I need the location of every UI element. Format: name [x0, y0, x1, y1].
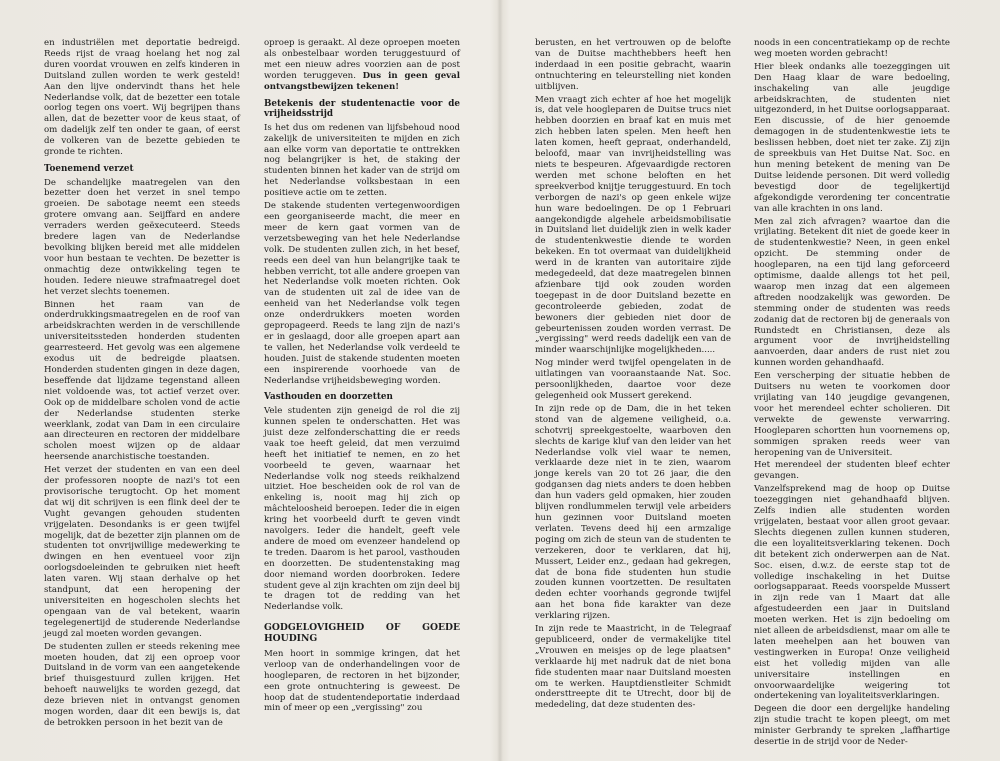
paragraph: en industriëlen met deportatie bedreigd. Reeds rijst de vraag hoelang het nog zal duren voordat vrouwen en zelfs kinderen in Duitsland zullen worden te werk gesteld! Aan den lijve ondervindt thans het hele Nederlandse volk, dat de bezetter een totale oorlog tegen ons voert. Wij begrijpen thans allen, dat de bezetter voor de keus staat, of om dadelijk zelf ten onder te gaan, of eerst de volkeren van de bezette gebieden te gronde te richten.	[44, 38, 240, 158]
paragraph: Binnen het raam van de onderdrukkingsmaatregelen en de roof van arbeidskrachten werden in de verschillende universiteitssteden honderden studenten gearresteerd. Het gevolg was een algemene exodus uit de bedreigde plaatsen. Honderden studenten gingen in deze dagen, beseffende dat lijdzame tegenstand alleen niet voldoende was, tot actief verzet over. Ook op de middelbare scholen vond de actie der Nederlandse studenten sterke weerklank, zodat van Dam in een circulaire aan directeuren en rectoren der middelbare scholen moest wijzen op de aldaar heersende anarchistische toestanden.	[44, 299, 240, 463]
paragraph: berusten, en het vertrouwen op de belofte van de Duitse machthebbers heeft hen inderdaad in een positie gebracht, waarin ontnuchtering en teleurstelling niet konden uitblijven.	[535, 38, 731, 92]
paragraph: Een verscherping der situatie hebben de Duitsers nu weten te voorkomen door vrijlating van 140 jeugdige gevangenen, voor het merendeel echter scholieren. Dit verwekte de gewenste verwarring. Hooglераren schortten hun voornemens op, sommigen spraken reeds weer van heropening van de Universiteit.	[754, 371, 950, 458]
paragraph: Men hoort in sommige kringen, dat het verloop van de onderhandelingen voor de hooglераren, de rectoren in het bijzonder, een grote ontnuchtering is geweest. De hoop dat de studentendeportatie inderdaad min of meer op een „vergissing" zou	[264, 648, 460, 714]
paragraph: Vanzelfsprekend mag de hoop op Duitse toezeggingen niet gehandhaafd blijven. Zelfs indien alle studenten worden vrijgelaten, bestaat voor allen groot gevaar. Slechts diegenen zullen kunnen studeren, die een loyaliteitsverklaring tekenen. Doch dit betekent zich onderwerpen aan de Nat. Soc. eisen, d.w.z. de eerste stap tot de volledige inschakeling in het Duitse oorlogsapparaat. Reeds voorspelde Mussert in zijn rede van 1 Maart dat alle afgestudeerden een jaar in Duitsland moeten werken. Het is zijn bedoeling om niet alleen de arbeidsdienst, maar om alle te laten meehelpen aan het bouwen van vestingwerken in Europa! Onze veiligheid eist het volledig mijden van alle universitaire instellingen en onvoorwaardelijke weigering tot ondertekening van loyaliteitsverklaringen.	[754, 484, 950, 702]
text-column-3	[535, 38, 731, 728]
paragraph: In zijn rede op de Dam, die in het teken stond van de algemene veiligheid, o.a. schotvrij spreekgestoelte, waarboven den slechts de karige kluf van den leider van het Nederlandse volk viel waar te nemen, verklaarde deze niet in te zien, waarom jonge kerels van 20 tot 26 jaar, die den godganзen dag niets anders te doen hebben dan hun vaders geld opmaken, hier zouden blijven rondlummelen terwijl vele arbeiders hun gezinnen voor Duitsland moeten verlaten. Tevens deed hij een armzalige poging om zich de steun van de studenten te verzekeren, door te verklaren, dat hij, Mussert, Leider enz., gedaan had gekregen, dat de bona fide studenten hun studie zouden kunnen voortzetten. De resultaten deden echter voorhands gegronde twijfel aan het bona fide karakter van deze verklaring rijzen.	[535, 403, 731, 622]
bold-warning: Dus in geen geval ontvangstbewijzen tekenen!	[264, 70, 460, 92]
paragraph-text: oproep is geraakt. Al deze oproepen moeten als onbestelbaar worden teruggestuurd of met een nieuw adres voorzien aan de post worden teruggeven.	[264, 38, 460, 81]
paragraph: Is het dus om redenen van lijfsbehoud nood zakelijk de universiteiten te mijden en zich aan elke vorm van deportatie te onttrekken nog belangrijker is het, de staking der studenten binnen het kader van de strijd om het Nederlandse volksbestaan in een positieve actie om te zetten.	[264, 122, 460, 199]
section-heading: Betekenis der studentenactie voor de vrijheidsstrijd	[264, 98, 460, 120]
paragraph: Het merendeel der studenten bleef echter gevangen.	[754, 460, 950, 482]
paragraph: Het verzet der studenten en van een deel der professoren noopte de nazi's tot een provisorische terugtocht. Op het moment dat wij dit schrijven is een flink deel der te Vught gevangen gehouden studenten vrijgelaten. Desondanks is er geen twijfel mogelijk, dat de bezetter zijn plannen om de studenten tot onvrijwillige medewerking te dwingen en hen eventueel voor zijn oorlogsdoeleinden te gebruiken niet heeft laten varen. Wij staan derhalve op het standpunt, dat een heropening der universiteiten en hogescholen slechts het opengaan van de val betekent, waarin tegelegenertijd de studerende Nederlandse jeugd zal moeten worden gevangen.	[44, 465, 240, 639]
paragraph: De studenten zullen er steeds rekening mee moeten houden, dat zij een oproep voor Duitsland in de vorm van een aangetekende brief thuisgestuurd zullen krijgen. Het behoeft nauwelijks te worden gezegd, dat deze brieven niet in ontvangst genomen mogen worden, daar dit een bewijs is, dat de betrokken persoon in het bezit van de	[44, 641, 240, 728]
paragraph: Men vraagt zich echter af hoe het mogelijk is, dat vele hooglераren de Duitse trucs niet hebben doorzien en braaf kat en muis met zich hebben laten spelen. Men heeft hen laten komen, heeft gepraat, onderhandeld, beloofd, maar van invrijheidstelling was niets te bespeuren. Afgevaardigde rectoren werden met schone beloften en het spreekverbod knijtje teruggestuurd. En toch verborgen de nazi's op geen enkele wijze hun ware bedoelingen. De op 1 Februari aangekondigde algehele arbeidsmobilisatie in Duitsland liet duidelijk zien in welk kader de studentenkwestie diende te worden bekeken. En tot overmaat van duidelijkheid werd in de kranten van autoritaire zijde medegedeeld, dat deze maatregelen binnen afzienbare tijd ook zouden worden toegepast in de door Duitsland bezette en gecontroleerde gebieden, zodat de bewoners dier gebieden niet door de gebeurtenissen zouden worden verrast. De „vergissing" werd reeds dadelijk een van de minder waarschijnlijke mogelijkheden.....	[535, 94, 731, 356]
page-fold	[497, 0, 503, 761]
paragraph: noods in een concentratiekamp op de rechte weg moeten worden gebracht!	[754, 38, 950, 59]
section-heading: Vasthouden en doorzetten	[264, 392, 393, 403]
paragraph	[264, 38, 460, 93]
paragraph: Vele studenten zijn geneigd de rol die zij kunnen spelen te onderschatten. Het was juist deze zelfonderschatting die er reeds vaak toe heeft geleid, dat men verzuimd heeft het initiatief te nemen, en zo het voorbeeld te geven, waarnaar het Nederlandse volk nog steeds reikhalzend uitziet. Hoe bescheiden ook de rol van de enkeling is, nooit mag hij zich op mâchteloosheid beroepen. Ieder die in eigen kring het voorbeeld durft te geven vindt navolgers. Ieder die handelt, geeft vele andere de moed om evenzeer handelend op te treden. Daarom is het parool, vasthouden en doorzetten. De studentenstaking mag door niemand worden doorbroken. Iedere student geve al zijn krachten om zijn deel bij te dragen tot de redding van het Nederlandse volk.	[264, 406, 460, 613]
paragraph: Hier bleek ondanks alle toezeggingen uit Den Haag klaar de ware bedoeling, inschakeling van alle jeugdige arbeidskrachten, de studenten niet uitgezonderd, in het Duitse oorlogsapparaat. Een discussie, of de hier genoemde demagogen in de studentenkwestie iets te beslissen hebben, doet niet ter zake. Zij zijn de spreekbuis van Het Duitse Nat. Soc. en hun mening betekent de mening van De Duitse leidende personen. Dit werd volledig bevestigd door de tegelijkertijd afgekondigde verordening ter concentratie van alle krachten in ons land.	[754, 61, 950, 214]
major-heading: GODGELOVIGHEID OF GOEDE HOUDING	[264, 622, 460, 645]
paragraph: Degeen die door een dergelijke handeling zijn studie tracht te kopen pleegt, om met minister Gerbrandy te spreken „laffhartige desertie in de strijd voor de Neder-	[754, 704, 950, 748]
paragraph: Men zal zich afvragen? waartoe dan die vrijlating. Betekent dit niet de goede keer in de studentenkwestie? Neen, in geen enkel opzicht. De stemming onder de hooglераren, na een tijd lang geforceerd optimisme, daalde allengs tot het peil, waarop men inzag dat een algemeen aftreden noodzakelijk was geworden. De stemming onder de studenten was reeds zodanig dat de rectoren bij de generaals von Rundstedt en Christiansen, deze als argument voor de invrijheidstelling aanvoerden, daar anders de rust niet zou kunnen worden gehandhaafd.	[754, 216, 950, 369]
text-column-4	[754, 38, 950, 748]
paragraph: Nog minder werd twijfel opengelaten in de uitlatingen van vooraanstaande Nat. Soc. persoonlijkheden, daartoe voor deze gelegenheid ook Mussert gerekend.	[535, 358, 731, 401]
text-column-2	[264, 38, 460, 728]
paragraph: De stakende studenten vertegenwoordigen een georganiseerde macht, die meer en meer de kern gaat vormen van de verzetsbeweging van het hele Nederlandse volk. De studenten zullen zich, in het besef, reeds een deel van hun belangrijke taak te hebben verricht, tot alle andere groepen van het Nederlandse volk moeten richten. Ook van de studenten uit zal de idee van de eenheid van het Nederlandse volk tegen onze onderdrukkers moeten worden gepropageerd. Reeds te lang zijn de nazi's er in geslaagd, door alle groepen apart aan te vallen, het Nederlandse volk verdeeld te houden. Juist de stakende studenten moeten een inspirerende voorhoede van de Nederlandse vrijheidsbeweging worden.	[264, 201, 460, 386]
text-column-1	[44, 38, 240, 728]
paragraph: De schandelijke maatregelen van den bezetter doen het verzet in snel tempo groeien. De sabotage neemt een steeds grotere omvang aan. Seijffard en andere verraders werden geëxecuteerd. Steeds bredere lagen van de Nederlandse bevolking blijken bereid met alle middelen voor hun bestaan te vechten. De bezetter is onmachtig deze ontwikkeling tegen te houden. Iedere nieuwe strafmaatregel doet het verzet slechts toenemen.	[44, 177, 240, 297]
section-heading: Toenemend verzet	[44, 163, 134, 174]
paragraph: In zijn rede te Maastricht, in de Telegraaf gepubliceerd, onder de vermakelijke titel „Vrouwen en meisjes op de lege plaatsen" verklaarde hij met nadruk dat de niet bona fide studenten maar naar Duitsland moesten om te werken. Hauptdienstleiter Schmidt ondersttreepte dit te Utrecht, door bij de mededeling, dat deze studenten des-	[535, 624, 731, 711]
